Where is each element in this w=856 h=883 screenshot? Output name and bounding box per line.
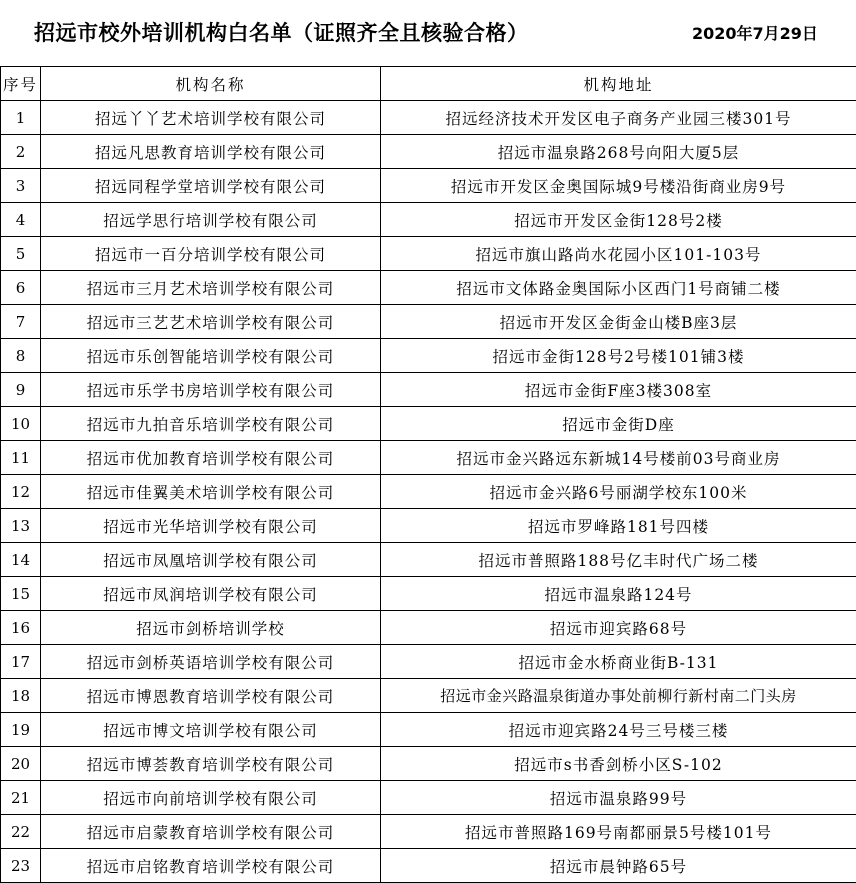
institution-name-cell: 招远市乐创智能培训学校有限公司: [41, 339, 381, 373]
institution-address-cell: 招远市开发区金奥国际城9号楼沿街商业房9号: [381, 169, 856, 203]
institution-name-cell: 招远学思行培训学校有限公司: [41, 203, 381, 237]
table-row: [1, 645, 856, 679]
serial-number-cell: 17: [1, 645, 41, 679]
institution-address-cell: 招远市金兴路远东新城14号楼前03号商业房: [381, 441, 856, 475]
table-row: [1, 713, 856, 747]
institution-address-cell: 招远市普照路169号南都丽景5号楼101号: [381, 815, 856, 849]
institution-name-cell: 招远市博荟教育培训学校有限公司: [41, 747, 381, 781]
institution-name-cell: 招远市三艺艺术培训学校有限公司: [41, 305, 381, 339]
table-row: [1, 203, 856, 237]
institution-address-cell: 招远市罗峰路181号四楼: [381, 509, 856, 543]
institution-address-cell: 招远市金水桥商业街B-131: [381, 645, 856, 679]
institution-name-cell: 招远市九拍音乐培训学校有限公司: [41, 407, 381, 441]
institution-name-cell: 招远市优加教育培训学校有限公司: [41, 441, 381, 475]
document-title: 招远市校外培训机构白名单（证照齐全且核验合格）: [34, 18, 529, 48]
serial-number-cell: 21: [1, 781, 41, 815]
institution-address-cell: 招远市开发区金街金山楼B座3层: [381, 305, 856, 339]
document-date: 2020年7月29日: [692, 21, 818, 47]
serial-number-cell: 7: [1, 305, 41, 339]
institution-name-cell: 招远市博恩教育培训学校有限公司: [41, 679, 381, 713]
table-row: [1, 237, 856, 271]
institution-address-cell: 招远市温泉路124号: [381, 577, 856, 611]
serial-number-cell: 15: [1, 577, 41, 611]
institution-address-cell: 招远市金兴路温泉街道办事处前柳行新村南二门头房: [381, 679, 856, 713]
table-row: [1, 543, 856, 577]
institution-name-cell: 招远市启蒙教育培训学校有限公司: [41, 815, 381, 849]
table-row: [1, 475, 856, 509]
serial-number-cell: 6: [1, 271, 41, 305]
serial-number-cell: 4: [1, 203, 41, 237]
serial-number-cell: 16: [1, 611, 41, 645]
institution-name-cell: 招远市佳翼美术培训学校有限公司: [41, 475, 381, 509]
institution-name-cell: 招远市乐学书房培训学校有限公司: [41, 373, 381, 407]
table-row: [1, 339, 856, 373]
table-row: [1, 441, 856, 475]
institution-address-cell: 招远市开发区金街128号2楼: [381, 203, 856, 237]
serial-number-cell: 2: [1, 135, 41, 169]
table-row: [1, 169, 856, 203]
serial-number-cell: 14: [1, 543, 41, 577]
institution-name-cell: 招远丫丫艺术培训学校有限公司: [41, 101, 381, 135]
table-row: [1, 679, 856, 713]
institution-address-cell: 招远市文体路金奥国际小区西门1号商铺二楼: [381, 271, 856, 305]
institution-name-cell: 招远市剑桥培训学校: [41, 611, 381, 645]
institution-name-cell: 招远市凤润培训学校有限公司: [41, 577, 381, 611]
table-row: [1, 849, 856, 883]
institution-name-cell: 招远市启铭教育培训学校有限公司: [41, 849, 381, 883]
serial-number-cell: 12: [1, 475, 41, 509]
table-row: [1, 577, 856, 611]
serial-number-cell: 11: [1, 441, 41, 475]
header-institution-address: 机构地址: [381, 67, 856, 101]
institution-address-cell: 招远市温泉路268号向阳大厦5层: [381, 135, 856, 169]
table-header: [1, 67, 856, 101]
institution-address-cell: 招远市s书香剑桥小区S-102: [381, 747, 856, 781]
table-row: [1, 611, 856, 645]
institution-name-cell: 招远同程学堂培训学校有限公司: [41, 169, 381, 203]
header-institution-name: 机构名称: [41, 67, 381, 101]
institution-name-cell: 招远市一百分培训学校有限公司: [41, 237, 381, 271]
table-row: [1, 305, 856, 339]
header-row: [1, 67, 856, 101]
institution-address-cell: 招远市迎宾路24号三号楼三楼: [381, 713, 856, 747]
serial-number-cell: 13: [1, 509, 41, 543]
institution-address-cell: 招远市金街D座: [381, 407, 856, 441]
institution-address-cell: 招远市普照路188号亿丰时代广场二楼: [381, 543, 856, 577]
document-header: [0, 0, 856, 66]
institution-name-cell: 招远市凤凰培训学校有限公司: [41, 543, 381, 577]
institution-address-cell: 招远市温泉路99号: [381, 781, 856, 815]
institution-address-cell: 招远经济技术开发区电子商务产业园三楼301号: [381, 101, 856, 135]
table-row: [1, 747, 856, 781]
serial-number-cell: 9: [1, 373, 41, 407]
table-row: [1, 407, 856, 441]
institution-name-cell: 招远市剑桥英语培训学校有限公司: [41, 645, 381, 679]
table-row: [1, 373, 856, 407]
serial-number-cell: 10: [1, 407, 41, 441]
institution-address-cell: 招远市金街128号2号楼101铺3楼: [381, 339, 856, 373]
table-body: [1, 101, 856, 883]
serial-number-cell: 3: [1, 169, 41, 203]
serial-number-cell: 19: [1, 713, 41, 747]
table-row: [1, 781, 856, 815]
serial-number-cell: 20: [1, 747, 41, 781]
institution-address-cell: 招远市金街F座3楼308室: [381, 373, 856, 407]
table-row: [1, 509, 856, 543]
header-serial-number: 序号: [1, 67, 41, 101]
table-row: [1, 101, 856, 135]
institution-name-cell: 招远市三月艺术培训学校有限公司: [41, 271, 381, 305]
institution-address-cell: 招远市旗山路尚水花园小区101-103号: [381, 237, 856, 271]
institution-name-cell: 招远市博文培训学校有限公司: [41, 713, 381, 747]
serial-number-cell: 22: [1, 815, 41, 849]
serial-number-cell: 8: [1, 339, 41, 373]
whitelist-table: [0, 66, 856, 883]
institution-address-cell: 招远市晨钟路65号: [381, 849, 856, 883]
serial-number-cell: 23: [1, 849, 41, 883]
institution-address-cell: 招远市金兴路6号丽湖学校东100米: [381, 475, 856, 509]
serial-number-cell: 1: [1, 101, 41, 135]
serial-number-cell: 5: [1, 237, 41, 271]
table-row: [1, 271, 856, 305]
table-row: [1, 135, 856, 169]
institution-name-cell: 招远凡思教育培训学校有限公司: [41, 135, 381, 169]
institution-address-cell: 招远市迎宾路68号: [381, 611, 856, 645]
institution-name-cell: 招远市向前培训学校有限公司: [41, 781, 381, 815]
serial-number-cell: 18: [1, 679, 41, 713]
institution-name-cell: 招远市光华培训学校有限公司: [41, 509, 381, 543]
table-row: [1, 815, 856, 849]
